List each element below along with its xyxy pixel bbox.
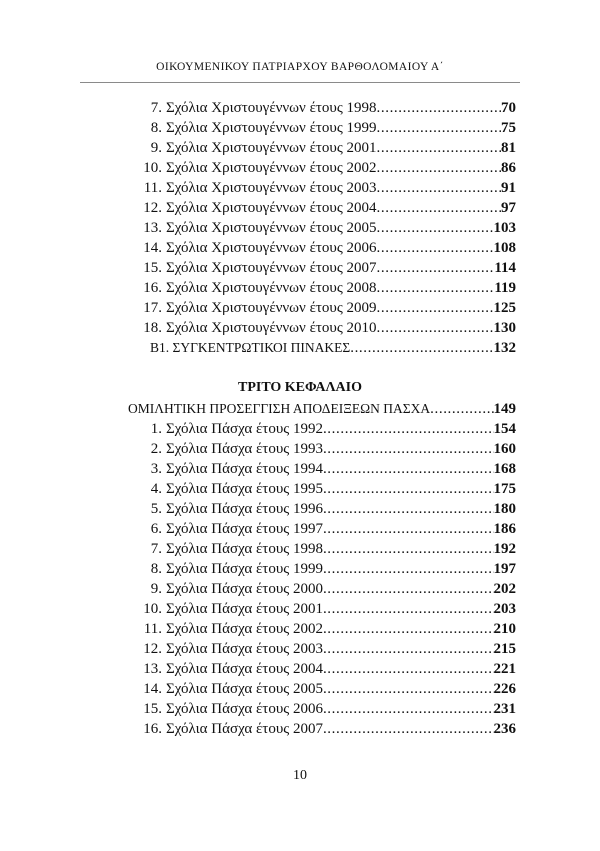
entry-page-number: 203 <box>493 601 516 617</box>
section-title: ΟΜΙΛΗΤΙΚΗ ΠΡΟΣΕΓΓΙΣΗ ΑΠΟΔΕΙΞΕΩΝ ΠΑΣΧΑ <box>128 401 431 416</box>
entry-title: Σχόλια Χριστουγέννων έτους 2007 <box>166 260 377 276</box>
entry-page-number: 81 <box>501 140 516 156</box>
entry-number: 5. <box>150 501 162 517</box>
entry-title: Σχόλια Πάσχα έτους 2004 <box>166 661 323 677</box>
entry-title: Σχόλια Πάσχα έτους 1998 <box>166 541 323 557</box>
entry-number: 8. <box>150 120 162 136</box>
entry-page-number: 215 <box>493 641 516 657</box>
entry-title: Σχόλια Χριστουγέννων έτους 1999 <box>166 120 377 136</box>
toc-entry <box>130 258 516 278</box>
entry-number: 15. <box>143 260 162 276</box>
entry-page-number: 231 <box>493 701 516 717</box>
entry-number: 2. <box>150 441 162 457</box>
entry-title: Σχόλια Χριστουγέννων έτους 2009 <box>166 300 377 316</box>
entry-page-number: 160 <box>493 441 516 457</box>
dot-leader <box>323 439 494 459</box>
toc-entry <box>130 238 516 258</box>
entry-number: 12. <box>143 200 162 216</box>
toc-entry <box>130 599 516 619</box>
toc-entry <box>130 479 516 499</box>
dot-leader <box>377 278 495 298</box>
dot-leader <box>323 679 494 699</box>
toc-entry <box>130 639 516 659</box>
page-number: 10 <box>293 768 307 783</box>
entry-title: Σχόλια Πάσχα έτους 1999 <box>166 561 323 577</box>
dot-leader <box>377 318 494 338</box>
toc-entry <box>130 318 516 338</box>
entry-title: Σχόλια Πάσχα έτους 2003 <box>166 641 323 657</box>
toc-entry <box>130 138 516 158</box>
entry-number: 12. <box>143 641 162 657</box>
dot-leader <box>377 258 495 278</box>
toc-entry <box>130 719 516 739</box>
entry-page-number: 202 <box>493 581 516 597</box>
entry-page-number: 197 <box>493 561 516 577</box>
entry-page-number: 119 <box>494 280 516 296</box>
entry-title: Σχόλια Χριστουγέννων έτους 2003 <box>166 180 377 196</box>
entry-page-number: 236 <box>493 721 516 737</box>
dot-leader <box>377 178 501 198</box>
dot-leader <box>377 198 501 218</box>
dot-leader <box>323 579 494 599</box>
entry-number: 13. <box>143 661 162 677</box>
entry-number: 9. <box>150 581 162 597</box>
toc-entry <box>130 579 516 599</box>
toc-entry <box>130 679 516 699</box>
dot-leader <box>323 419 494 439</box>
dot-leader <box>323 459 494 479</box>
entry-page-number: 97 <box>501 200 516 216</box>
dot-leader <box>377 298 494 318</box>
entry-number: 1. <box>150 421 162 437</box>
entry-number: 18. <box>143 320 162 336</box>
dot-leader <box>323 699 494 719</box>
entry-number: 13. <box>143 220 162 236</box>
entry-page-number: 108 <box>493 240 516 256</box>
dot-leader <box>323 519 494 539</box>
entry-title: Σχόλια Χριστουγέννων έτους 1998 <box>166 100 377 116</box>
entry-title: Σχόλια Χριστουγέννων έτους 2002 <box>166 160 377 176</box>
entry-title: Σχόλια Πάσχα έτους 1993 <box>166 441 323 457</box>
dot-leader <box>377 138 501 158</box>
entry-number: 4. <box>150 481 162 497</box>
dot-leader <box>323 559 494 579</box>
toc-entry <box>130 98 516 118</box>
entry-title: Σχόλια Πάσχα έτους 2007 <box>166 721 323 737</box>
entry-number: 11. <box>143 180 162 196</box>
toc-entry <box>130 439 516 459</box>
entry-page-number: 154 <box>493 421 516 437</box>
toc-list-christmas <box>130 98 516 338</box>
entry-number: 10. <box>143 160 162 176</box>
toc-entry <box>130 659 516 679</box>
toc-entry <box>130 298 516 318</box>
entry-title: Σχόλια Χριστουγέννων έτους 2004 <box>166 200 377 216</box>
dot-leader <box>377 98 501 118</box>
entry-page-number: 86 <box>501 160 516 176</box>
toc-entry <box>130 699 516 719</box>
toc-entry <box>130 118 516 138</box>
toc-entry <box>130 278 516 298</box>
entry-title: Σχόλια Πάσχα έτους 1994 <box>166 461 323 477</box>
entry-title: Σχόλια Χριστουγέννων έτους 2010 <box>166 320 377 336</box>
entry-number: 7. <box>150 541 162 557</box>
dot-leader <box>350 338 493 358</box>
entry-number: 14. <box>143 240 162 256</box>
entry-number: 15. <box>143 701 162 717</box>
entry-number: 6. <box>150 521 162 537</box>
toc-entry <box>130 519 516 539</box>
dot-leader <box>323 639 494 659</box>
entry-title: Σχόλια Πάσχα έτους 2002 <box>166 621 323 637</box>
dot-leader <box>323 479 494 499</box>
entry-page-number: 221 <box>493 661 516 677</box>
dot-leader <box>323 619 494 639</box>
toc-entry <box>130 218 516 238</box>
entry-title: Σχόλια Πάσχα έτους 1995 <box>166 481 323 497</box>
chapter-heading: ΤΡΙΤΟ ΚΕΦΑΛΑΙΟ <box>237 380 363 395</box>
toc-entry <box>130 559 516 579</box>
entry-page-number: 70 <box>501 100 516 116</box>
entry-page-number: 130 <box>493 320 516 336</box>
entry-page-number: 210 <box>493 621 516 637</box>
entry-number: 16. <box>143 721 162 737</box>
entry-page-number: 192 <box>493 541 516 557</box>
entry-number: 9. <box>150 140 162 156</box>
entry-title: Β1. ΣΥΓΚΕΝΤΡΩΤΙΚΟΙ ΠΙΝΑΚΕΣ <box>150 340 351 355</box>
dot-leader <box>323 539 494 559</box>
entry-title: Σχόλια Πάσχα έτους 2001 <box>166 601 323 617</box>
dot-leader <box>323 719 494 739</box>
section-page-number: 149 <box>493 401 516 417</box>
toc-entry <box>130 158 516 178</box>
entry-title: Σχόλια Χριστουγέννων έτους 2008 <box>166 280 377 296</box>
entry-number: 8. <box>150 561 162 577</box>
entry-title: Σχόλια Πάσχα έτους 2005 <box>166 681 323 697</box>
entry-number: 17. <box>143 300 162 316</box>
dot-leader <box>377 218 494 238</box>
entry-title: Σχόλια Πάσχα έτους 2000 <box>166 581 323 597</box>
entry-page-number: 168 <box>493 461 516 477</box>
entry-page-number: 186 <box>493 521 516 537</box>
toc-entry <box>130 619 516 639</box>
dot-leader <box>323 659 494 679</box>
toc-entry <box>130 178 516 198</box>
toc-entry <box>130 459 516 479</box>
entry-number: 10. <box>143 601 162 617</box>
dot-leader <box>323 599 494 619</box>
entry-page-number: 75 <box>501 120 516 136</box>
dot-leader <box>323 499 494 519</box>
entry-title: Σχόλια Χριστουγέννων έτους 2005 <box>166 220 377 236</box>
dot-leader <box>430 399 493 419</box>
header-rule <box>80 82 520 83</box>
entry-page-number: 226 <box>493 681 516 697</box>
entry-title: Σχόλια Πάσχα έτους 1996 <box>166 501 323 517</box>
entry-page-number: 114 <box>494 260 516 276</box>
toc-entry <box>130 539 516 559</box>
entry-title: Σχόλια Πάσχα έτους 2006 <box>166 701 323 717</box>
entry-page-number: 132 <box>493 340 516 356</box>
entry-page-number: 175 <box>493 481 516 497</box>
entry-number: 16. <box>143 280 162 296</box>
entry-number: 7. <box>150 100 162 116</box>
entry-number: 3. <box>150 461 162 477</box>
entry-page-number: 125 <box>493 300 516 316</box>
toc-section-heading <box>128 399 516 419</box>
entry-page-number: 91 <box>501 180 516 196</box>
entry-page-number: 103 <box>493 220 516 236</box>
dot-leader <box>377 118 501 138</box>
entry-title: Σχόλια Πάσχα έτους 1997 <box>166 521 323 537</box>
toc-entry-summary-tables <box>150 338 516 358</box>
running-header: ΟΙΚΟΥΜΕΝΙΚΟΥ ΠΑΤΡΙΑΡΧΟΥ ΒΑΡΘΟΛΟΜΑΙΟΥ Α΄ <box>156 61 444 73</box>
entry-number: 11. <box>143 621 162 637</box>
entry-number: 14. <box>143 681 162 697</box>
entry-title: Σχόλια Πάσχα έτους 1992 <box>166 421 323 437</box>
toc-entry <box>130 198 516 218</box>
dot-leader <box>377 158 501 178</box>
toc-list-easter <box>130 419 516 739</box>
entry-page-number: 180 <box>493 501 516 517</box>
dot-leader <box>377 238 494 258</box>
entry-title: Σχόλια Χριστουγέννων έτους 2001 <box>166 140 377 156</box>
toc-entry <box>130 499 516 519</box>
toc-entry <box>130 419 516 439</box>
entry-title: Σχόλια Χριστουγέννων έτους 2006 <box>166 240 377 256</box>
